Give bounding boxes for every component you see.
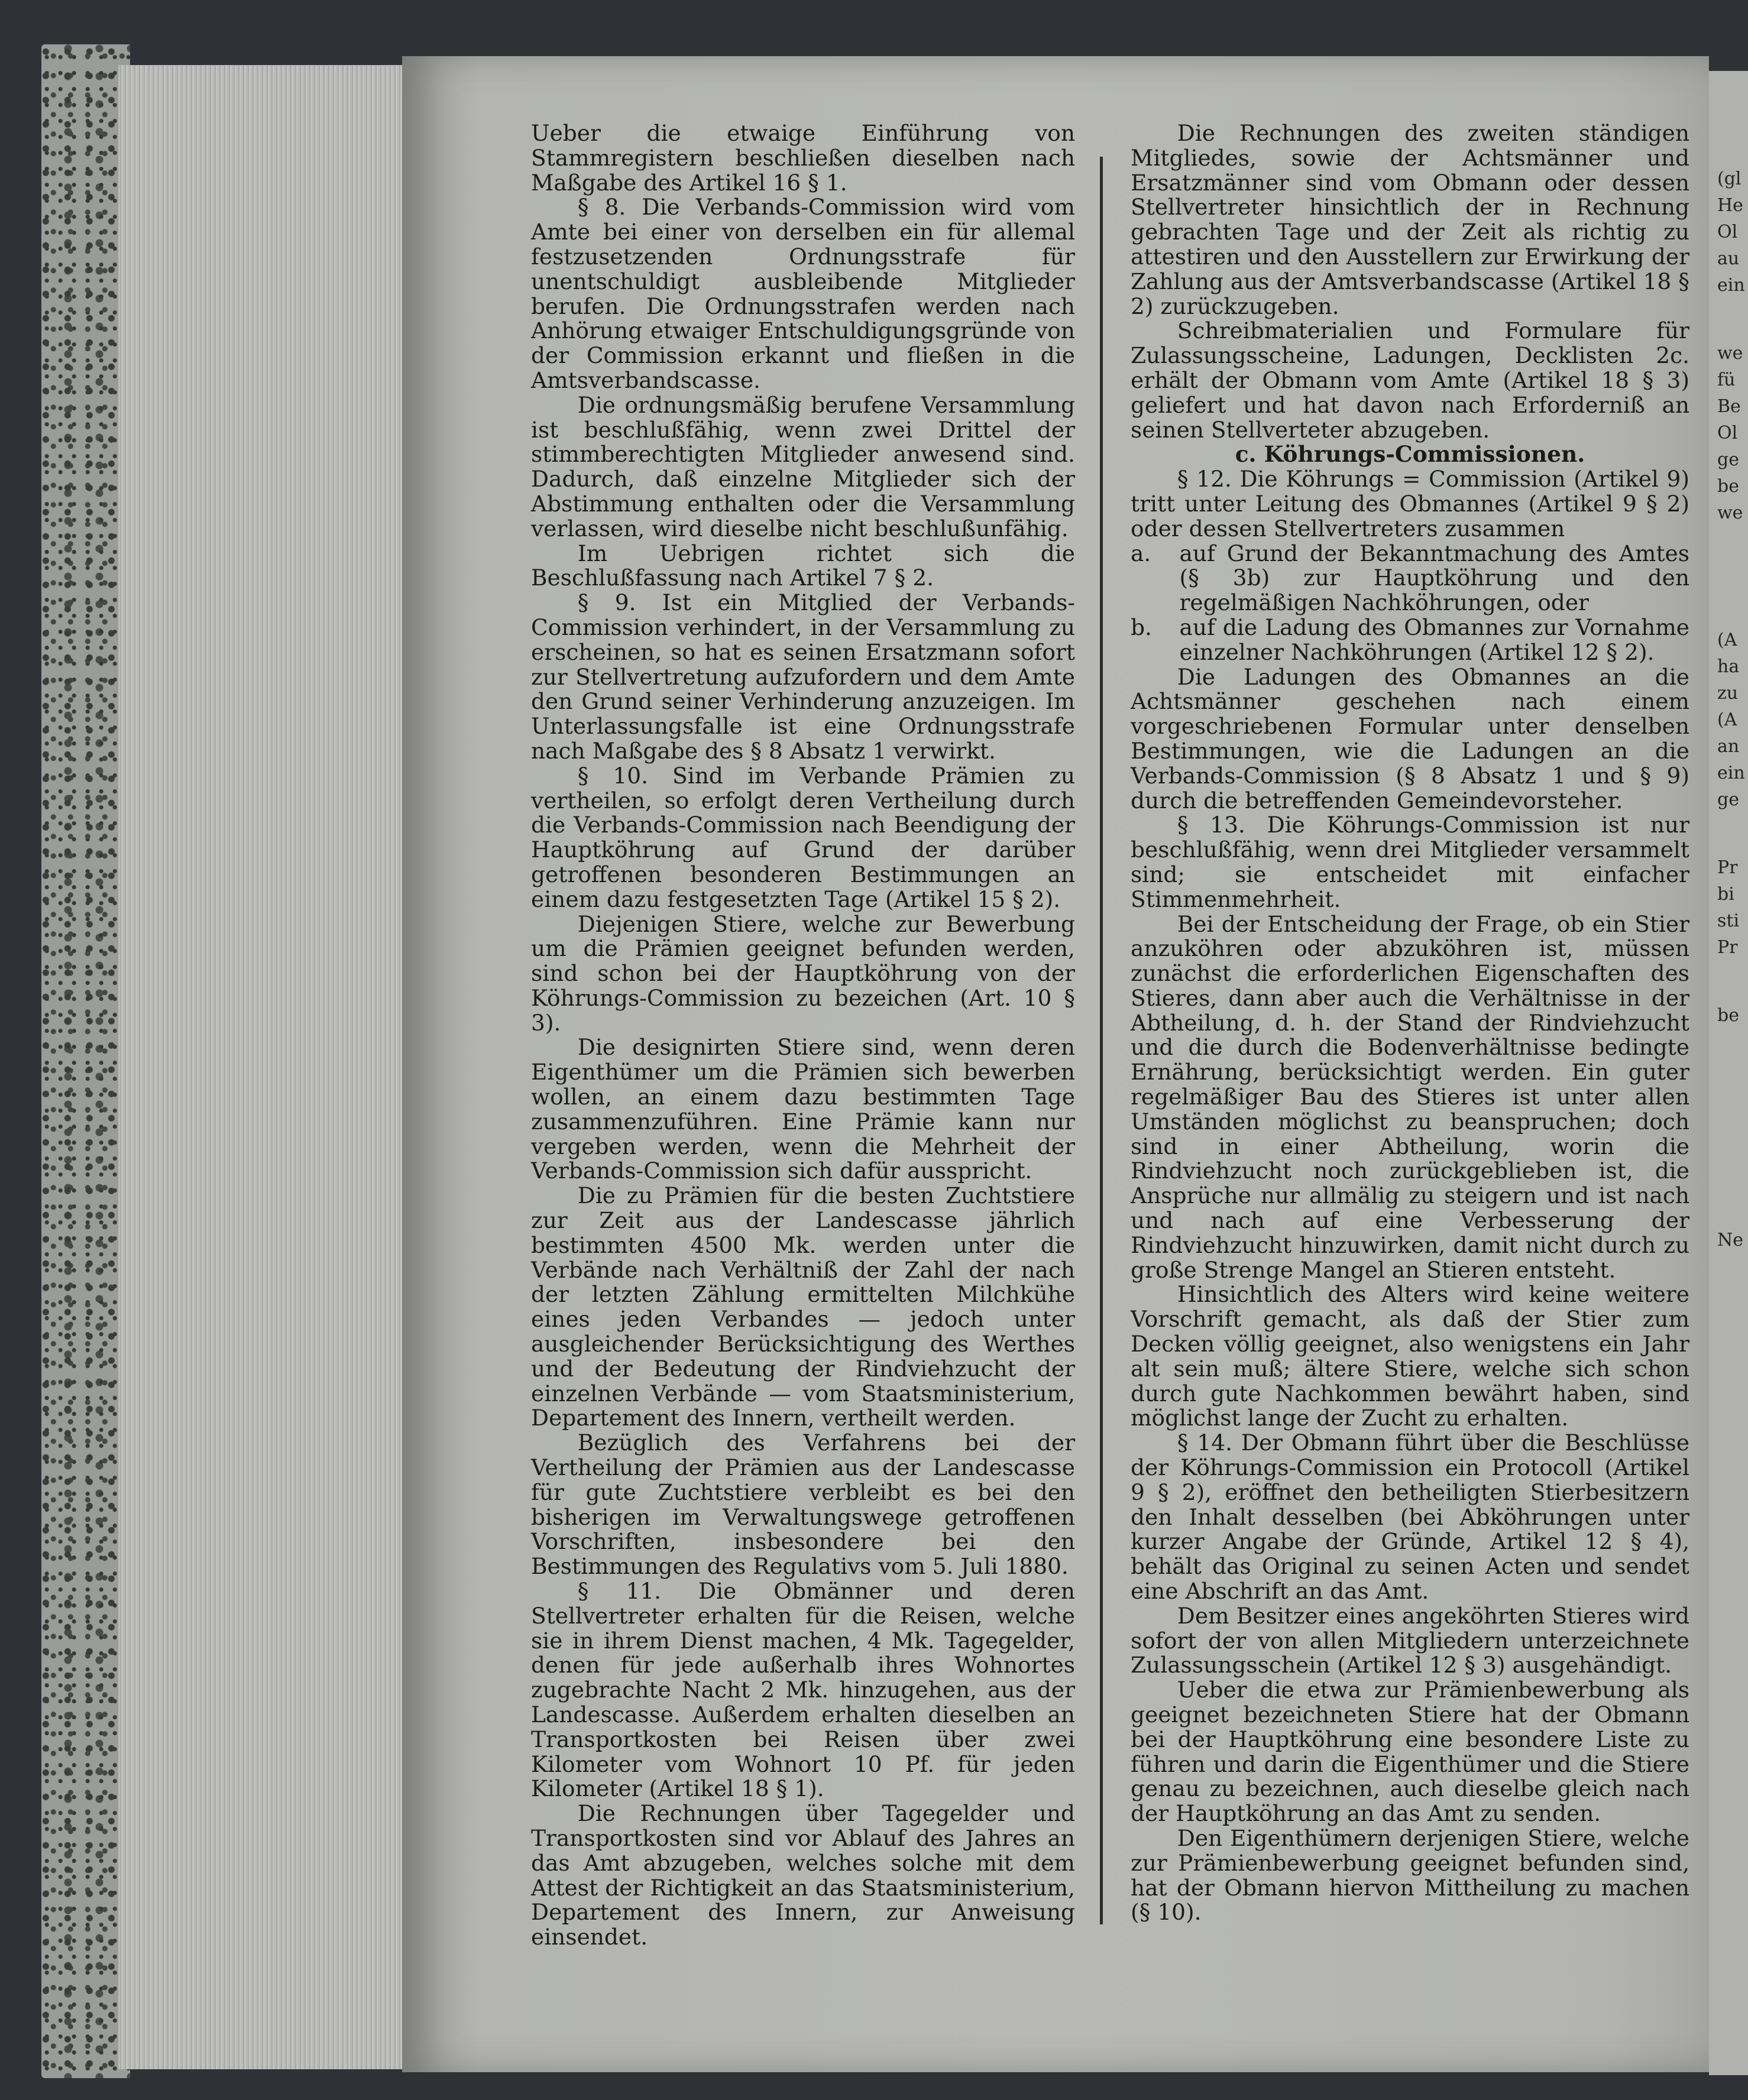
paragraph: Die Ladungen des Obmannes an die Achtsmänner geschehen nach einem vorgeschriebenen Formular unter denselben Bestimmungen, wie die Ladungen an die Verbands-Commission (§ 8 Absatz 1 und § 9) durch die betreffenden Gemeindevorsteher. <box>1131 663 1689 814</box>
adjacent-page-text-fragment: Ne <box>1717 1230 1744 1250</box>
paragraph: § 9. Ist ein Mitglied der Verbands-Commission verhindert, in der Versammlung zu erscheinen, so hat es seinen Ersatzmann sofort zur Stellvertretung aufzufordern und dem Amte den Grund seiner Verhinderung anzuzeigen. Im Unterlassungsfalle ist eine Ordnungsstrafe nach Maßgabe des § 8 Absatz 1 verwirkt. <box>531 589 1075 764</box>
adjacent-page-text-fragment: zu <box>1717 683 1739 704</box>
book-binding-edge <box>41 44 130 2078</box>
paragraph: Schreibmaterialien und Formulare für Zulassungsscheine, Ladungen, Decklisten 2c. erhält der Obmann vom Amte (Artikel 18 § 3) geliefert und hat davon nach Erforderniß an seinen Stellverteter abzugeben. <box>1131 317 1689 443</box>
paragraph: Ueber die etwa zur Prämienbewerbung als geeignet bezeichneten Stiere hat der Obmann bei der Hauptköhrung eine besondere Liste zu führen und darin die Eigenthümer und die Stiere genau zu bezeichnen, auch dieselbe gleich nach der Hauptköhrung an das Amt zu senden. <box>1131 1677 1689 1827</box>
adjacent-page-text-fragment: ge <box>1717 449 1739 470</box>
column-divider <box>1100 157 1103 1924</box>
paragraph: Hinsichtlich des Alters wird keine weitere Vorschrift gemacht, als daß der Stier zum Decken völlig geeignet, also wenigstens ein Jahr alt sein muß; ältere Stiere, welche sich schon durch gute Nachkommen bewährt haben, sind möglichst lange der Zucht zu erhalten. <box>1131 1281 1689 1431</box>
adjacent-page-text-fragment: be <box>1717 1005 1739 1026</box>
adjacent-page-text-fragment: an <box>1717 736 1740 757</box>
paragraph: Die Rechnungen über Tagegelder und Transportkosten sind vor Ablauf des Jahres an das Amt abzugeben, welches solche mit dem Attest der Richtigkeit an das Staatsministerium, Departement des Innern, zur Anweisung einsendet. <box>531 1800 1075 1950</box>
adjacent-page-text-fragment: ha <box>1717 656 1740 677</box>
paragraph: Die ordnungsmäßig berufene Versammlung ist beschlußfähig, wenn zwei Drittel der stimmberechtigten Mitglieder anwesend sind. Dadurch, daß einzelne Mitglieder sich der Abstimmung enthalten oder die Versammlung verlassen, wird dieselbe nicht beschlußunfähig. <box>531 391 1075 542</box>
paragraph: Die designirten Stiere sind, wenn deren Eigenthümer um die Prämien sich bewerben wollen, an einem dazu bestimmten Tage zusammenzuführen. Eine Prämie kann nur vergeben werden, wenn die Mehrheit der Verbands-Commission sich dafür ausspricht. <box>531 1034 1075 1184</box>
list-item-text: auf die Ladung des Obmannes zur Vornahme einzelner Nachköhrungen (Artikel 12 § 2). <box>1179 614 1689 665</box>
paragraph: Diejenigen Stiere, welche zur Bewerbung um die Prämien geeignet befunden werden, sind schon bei der Hauptköhrung von der Köhrungs-Commission zu bezeichen (Art. 10 § 3). <box>531 910 1075 1036</box>
paragraph: Bezüglich des Verfahrens bei der Vertheilung der Prämien aus der Landescasse für gute Zuchtstiere verbleibt es bei den bisherigen im Verwaltungswege getroffenen Vorschriften, insbesondere bei den Bestimmungen des Regulativs vom 5. Juli 1880. <box>531 1430 1075 1580</box>
adjacent-page-text-fragment: we <box>1717 503 1743 523</box>
paragraph: § 11. Die Obmänner und deren Stellvertreter erhalten für die Reisen, welche sie in ihrem Dienst machen, 4 Mk. Tagegelder, denen für jede außerhalb ihres Wohnortes zugebrachte Nacht 2 Mk. hinzugehen, aus der Landescasse. Außerdem erhalten dieselben an Transportkosten bei Reisen über zwei Kilometer vom Wohnort 10 Pf. für jeden Kilometer (Artikel 18 § 1). <box>531 1578 1075 1802</box>
adjacent-page-text-fragment: Pr <box>1717 857 1738 878</box>
paragraph: Die Rechnungen des zweiten ständigen Mitgliedes, sowie der Achtsmänner und Ersatzmänner sind vom Obmann oder dessen Stellvertreter hinsichtlich der in Rechnung gebrachten Tage und der Zeit als richtig zu attestiren und den Ausstellern zur Erwirkung der Zahlung aus der Amtsverbandscasse (Artikel 18 § 2) zurückzugeben. <box>1131 120 1689 319</box>
adjacent-page-text-fragment: Pr <box>1717 937 1738 958</box>
adjacent-page-text-fragment: (A <box>1717 709 1737 730</box>
paragraph: § 13. Die Köhrungs-Commission ist nur beschlußfähig, wenn drei Mitglieder versammelt sind; sie entscheidet mit einfacher Stimmenmehrheit. <box>1131 812 1689 912</box>
text-column-left <box>531 121 1075 1950</box>
paragraph: Ueber die etwaige Einführung von Stammregistern beschließen dieselben nach Maßgabe des Artikel 16 § 1. <box>531 120 1075 196</box>
page-stack-edge <box>118 65 432 2069</box>
adjacent-page-text-fragment: ein <box>1717 275 1745 296</box>
adjacent-page-text-fragment: Ol <box>1717 222 1738 242</box>
list-item <box>1131 615 1689 665</box>
paragraph: Dem Besitzer eines angeköhrten Stieres wird sofort der von allen Mitgliedern unterzeichnete Zulassungsschein (Artikel 12 § 3) ausgehändigt. <box>1131 1602 1689 1678</box>
paragraph: § 14. Der Obmann führt über die Beschlüsse der Köhrungs-Commission ein Protocoll (Artikel 9 § 2), eröffnet den betheiligten Stierbesitzern den Inhalt desselben (bei Abköhrungen unter kurzer Angabe der Gründe, Artikel 12 § 4), behält das Original zu seinen Acten und sendet eine Abschrift an das Amt. <box>1131 1430 1689 1605</box>
adjacent-page-text-fragment: bi <box>1717 884 1734 905</box>
adjacent-page-text-fragment: Be <box>1717 396 1741 417</box>
adjacent-page-text-fragment: He <box>1717 195 1743 216</box>
list-item-text: auf Grund der Bekanntmachung des Amtes (§ 3b) zur Hauptköhrung und den regelmäßigen Nachköhrungen, oder <box>1179 540 1689 616</box>
adjacent-page-text-fragment: ge <box>1717 789 1739 810</box>
section-heading: c. Köhrungs-Commissionen. <box>1235 441 1585 468</box>
adjacent-page-text-fragment: au <box>1717 248 1740 269</box>
adjacent-page-edge <box>1709 71 1748 2075</box>
paragraph: Im Uebrigen richtet sich die Beschlußfassung nach Artikel 7 § 2. <box>531 540 1075 591</box>
list-item-label: b. <box>1131 614 1152 640</box>
adjacent-page-text-fragment: be <box>1717 476 1739 497</box>
adjacent-page-text-fragment: fü <box>1717 370 1736 390</box>
paragraph: § 12. Die Köhrungs = Commission (Artikel 9) tritt unter Leitung des Obmannes (Artikel 9 § 2) oder dessen Stellvertreters zusammen <box>1131 466 1689 542</box>
adjacent-page-text-fragment: (gl <box>1717 168 1741 189</box>
adjacent-page-text-fragment: Ol <box>1717 423 1738 443</box>
paragraph: § 8. Die Verbands-Commission wird vom Amte bei einer von derselben ein für allemal festzusetzenden Ordnungsstrafe für unentschuldigt ausbleibende Mitglieder berufen. Die Ordnungsstrafen werden nach Anhörung etwaiger Entschuldigungsgründe von der Commission erkannt und fließen in die Amtsverbandscasse. <box>531 194 1075 393</box>
paragraph: Den Eigenthümern derjenigen Stiere, welche zur Prämienbewerbung geeignet befunden sind, hat der Obmann hiervon Mittheilung zu machen (§ 10). <box>1131 1824 1689 1926</box>
list-item <box>1131 542 1689 615</box>
adjacent-page-text-fragment: (A <box>1717 630 1737 650</box>
adjacent-page-text-fragment: we <box>1717 343 1743 364</box>
paragraph: Bei der Entscheidung der Frage, ob ein Stier anzuköhren oder abzuköhren ist, müssen zunächst die erforderlichen Eigenschaften des Stieres, dann aber auch die Verhältnisse in der Abtheilung, d. h. der Stand der Rindviehzucht und die durch die Bodenverhältnisse bedingte Ernährung, berücksichtigt werden. Ein guter regelmäßiger Bau des Stieres ist unter allen Umständen möglichst zu beanspruchen; doch sind in einer Abtheilung, worin die Rindviehzucht noch zurückgeblieben ist, die Ansprüche nur allmälig zu steigern und ist nach und nach auf eine Verbesserung der Rindviehzucht hinzuwirken, damit nicht durch zu große Strenge Mangel an Stieren entsteht. <box>1131 910 1689 1283</box>
list-item-label: a. <box>1131 540 1151 566</box>
paragraph: Die zu Prämien für die besten Zuchtstiere zur Zeit aus der Landescasse jährlich bestimmten 4500 Mk. werden unter die Verbände nach Verhältniß der Zahl der nach der letzten Zählung ermittelten Milchkühe eines jeden Verbandes — jedoch unter ausgleichender Berücksichtigung des Werthes und der Bedeutung der Rindviehzucht der einzelnen Verbände — vom Staatsministerium, Departement des Innern, vertheilt werden. <box>531 1182 1075 1431</box>
adjacent-page-text-fragment: ein <box>1717 763 1745 783</box>
text-column-right <box>1131 121 1689 1925</box>
adjacent-page-text-fragment: sti <box>1717 910 1740 931</box>
paragraph: § 10. Sind im Verbande Prämien zu vertheilen, so erfolgt deren Vertheilung durch die Verbands-Commission nach Beendigung der Hauptköhrung auf Grund der darüber getroffenen besonderen Bestimmungen an einem dazu festgesetzten Tage (Artikel 15 § 2). <box>531 762 1075 912</box>
